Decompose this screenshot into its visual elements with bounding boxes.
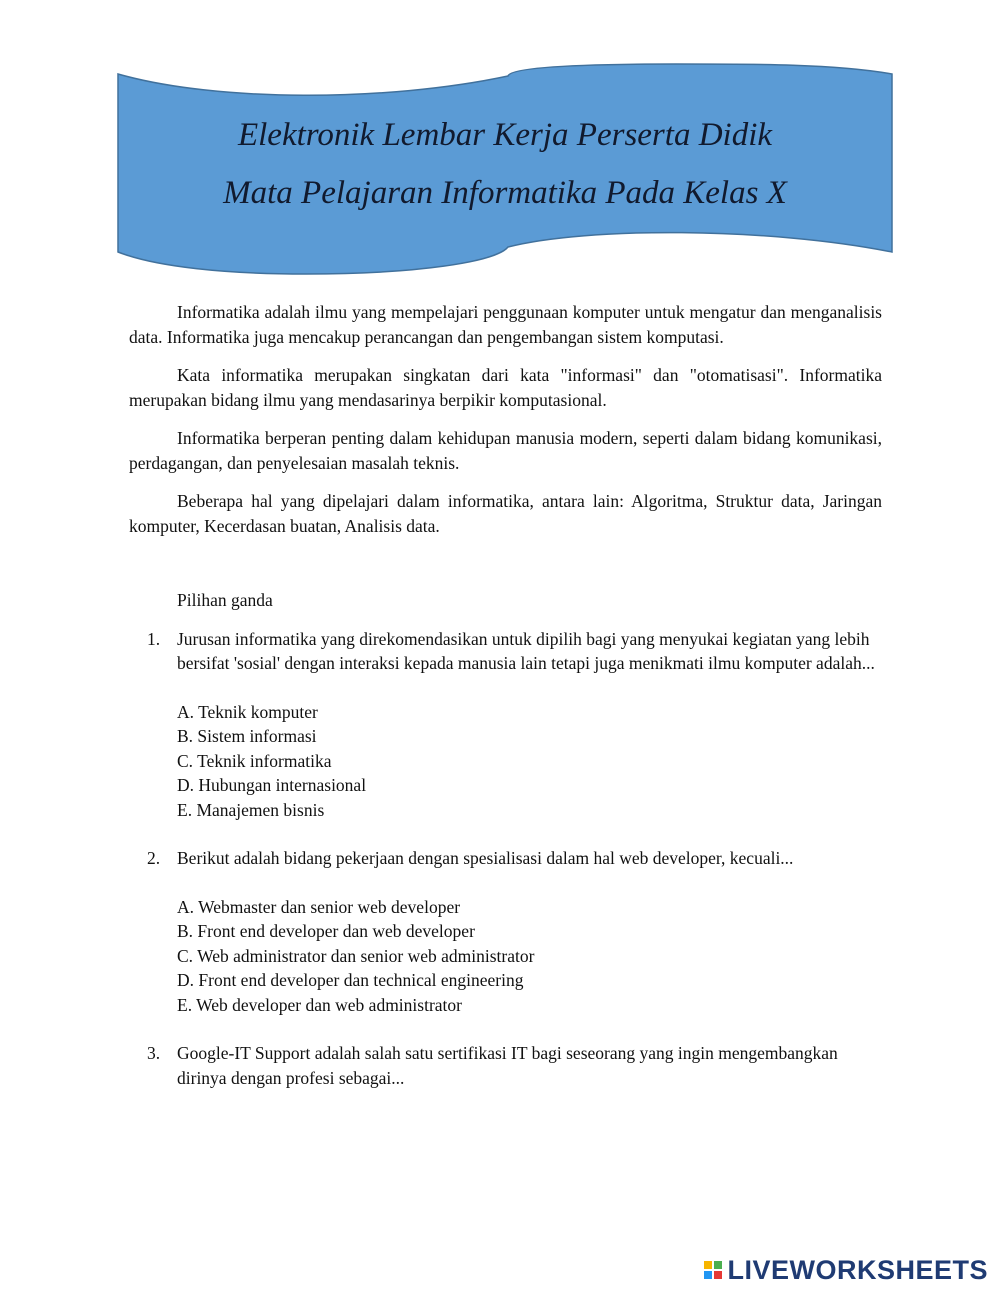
options-list (129, 895, 882, 1018)
section-label: Pilihan ganda (177, 590, 273, 610)
question-text: Jurusan informatika yang direkomendasikan untuk dipilih bagi yang menyukai kegiatan yang lebih bersifat 'sosial' dengan interaksi kepada manusia lain tetapi juga menikmati ilmu komputer adalah... (177, 628, 875, 673)
worksheet-content (129, 300, 882, 1090)
question-text: Google-IT Support adalah salah satu sertifikasi IT bagi seseorang yang ingin mengembangkan dirinya dengan profesi sebagai... (177, 1043, 838, 1088)
liveworksheets-logo[interactable] (703, 1253, 988, 1287)
logo-square (703, 1270, 713, 1280)
logo-square (713, 1270, 723, 1280)
title-line-2: Mata Pelajaran Informatika Pada Kelas X (223, 175, 787, 211)
title-banner (116, 62, 894, 278)
option-item[interactable]: A. Teknik komputer (177, 701, 318, 722)
question-1 (129, 627, 882, 676)
option-item[interactable]: A. Webmaster dan senior web developer (177, 896, 461, 917)
intro-paragraph: Informatika adalah ilmu yang mempelajari penggunaan komputer untuk mengatur dan menganalisis data. Informatika juga mencakup perancangan dan pengembangan sistem komputasi. (129, 302, 882, 347)
option-item[interactable]: D. Hubungan internasional (177, 775, 367, 795)
intro-paragraph: Informatika berperan penting dalam kehidupan manusia modern, seperti dalam bidang komunikasi, perdagangan, dan penyelesaian masalah teknis. (129, 428, 882, 473)
option-item[interactable]: C. Teknik informatika (177, 750, 332, 771)
options-list (129, 700, 882, 823)
question-2 (129, 846, 882, 871)
option-item[interactable]: E. Web developer dan web administrator (177, 994, 462, 1015)
logo-square (703, 1260, 713, 1270)
liveworksheets-logo-icon (703, 1260, 723, 1280)
option-item[interactable]: B. Sistem informasi (177, 726, 317, 746)
logo-text: LIVEWORKSHEETS (727, 1254, 988, 1285)
logo-square (713, 1260, 723, 1270)
option-item[interactable]: B. Front end developer dan web developer (177, 921, 475, 941)
worksheet-title (116, 106, 894, 222)
question-number: 1. (147, 628, 161, 649)
intro-paragraph: Beberapa hal yang dipelajari dalam informatika, antara lain: Algoritma, Struktur data, Jaringan komputer, Kecerdasan buatan, Analisis data. (129, 491, 882, 536)
question-text: Berikut adalah bidang pekerjaan dengan spesialisasi dalam hal web developer, kecuali... (177, 848, 794, 868)
question-number: 2. (147, 848, 161, 868)
option-item[interactable]: C. Web administrator dan senior web administrator (177, 945, 535, 966)
option-item[interactable]: D. Front end developer dan technical engineering (177, 970, 524, 990)
intro-paragraph: Kata informatika merupakan singkatan dari kata "informasi" dan "otomatisasi". Informatika merupakan bidang ilmu yang mendasarinya berpikir komputasional. (129, 365, 882, 410)
question-3 (129, 1041, 882, 1090)
title-line-1: Elektronik Lembar Kerja Perserta Didik (237, 117, 773, 153)
question-number: 3. (147, 1043, 161, 1063)
option-item[interactable]: E. Manajemen bisnis (177, 799, 325, 820)
